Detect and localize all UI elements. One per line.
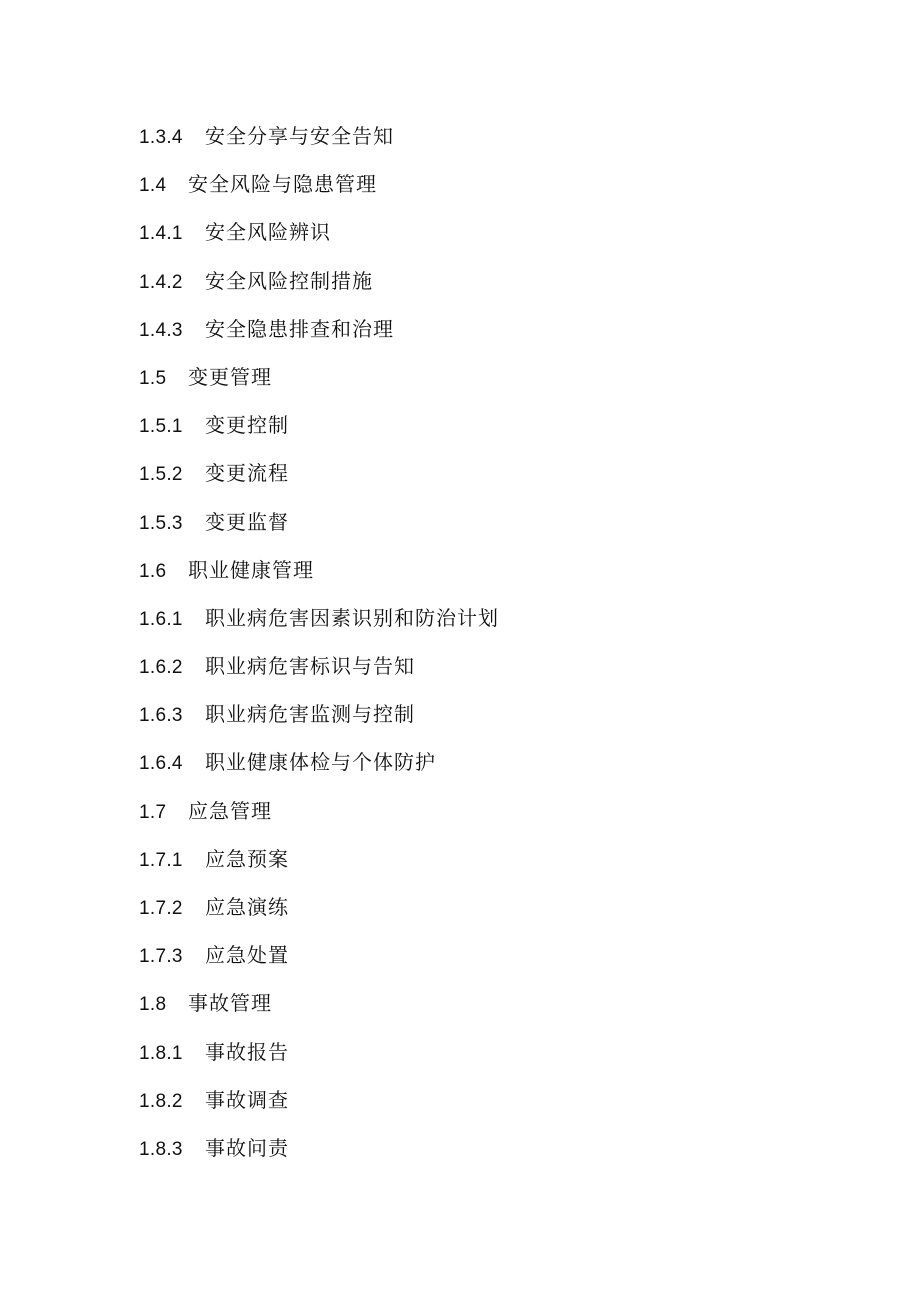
table-of-contents: [139, 112, 499, 1172]
toc-item-title: 事故调查: [205, 1087, 289, 1112]
toc-item-title: 安全风险与隐患管理: [188, 172, 377, 197]
toc-subsection-item: [139, 835, 499, 883]
toc-item-number: 1.6.2: [139, 657, 183, 679]
toc-item-number: 1.8.3: [139, 1138, 183, 1160]
toc-subsection-item: [139, 883, 499, 931]
toc-subsection-item: [139, 112, 499, 160]
toc-item-title: 应急处置: [205, 943, 289, 968]
toc-item-title: 变更控制: [205, 413, 289, 438]
toc-subsection-item: [139, 931, 499, 979]
toc-subsection-item: [139, 594, 499, 642]
toc-item-number: 1.5.1: [139, 416, 183, 438]
toc-item-number: 1.7.2: [139, 898, 183, 919]
toc-item-number: 1.6.3: [139, 705, 183, 727]
toc-section-heading: [139, 546, 499, 594]
toc-item-title: 职业健康管理: [188, 557, 314, 582]
toc-item-number: 1.6.1: [139, 608, 183, 630]
toc-item-title: 安全隐患排查和治理: [205, 316, 394, 341]
toc-section-heading: [139, 353, 499, 401]
toc-subsection-item: [139, 1028, 499, 1076]
toc-section-heading: [139, 787, 499, 835]
toc-item-title: 职业病危害监测与控制: [205, 702, 415, 727]
toc-item-title: 安全风险辨识: [205, 220, 331, 245]
toc-subsection-item: [139, 690, 499, 738]
toc-item-number: 1.7.1: [139, 849, 183, 871]
toc-item-number: 1.5: [139, 367, 167, 389]
toc-item-title: 职业病危害标识与告知: [205, 654, 415, 679]
toc-item-number: 1.7.3: [139, 946, 183, 968]
toc-item-number: 1.4: [139, 175, 167, 197]
toc-item-number: 1.8.2: [139, 1090, 183, 1112]
toc-section-heading: [139, 979, 499, 1027]
toc-item-number: 1.4.1: [139, 223, 183, 245]
toc-item-title: 变更管理: [188, 364, 272, 389]
toc-subsection-item: [139, 257, 499, 305]
toc-item-title: 应急管理: [188, 798, 272, 823]
toc-section-heading: [139, 160, 499, 208]
toc-subsection-item: [139, 208, 499, 256]
toc-item-title: 安全分享与安全告知: [205, 124, 394, 148]
toc-item-title: 事故报告: [205, 1039, 289, 1064]
toc-item-title: 职业病危害因素识别和防治计划: [205, 605, 499, 630]
toc-subsection-item: [139, 401, 499, 449]
toc-subsection-item: [139, 738, 499, 786]
toc-subsection-item: [139, 498, 499, 546]
toc-item-number: 1.6: [139, 560, 167, 582]
toc-subsection-item: [139, 1076, 499, 1124]
toc-item-number: 1.8.1: [139, 1042, 183, 1064]
toc-item-title: 事故管理: [188, 991, 272, 1016]
toc-item-number: 1.4.2: [139, 271, 183, 293]
toc-item-title: 应急演练: [205, 895, 289, 919]
toc-subsection-item: [139, 642, 499, 690]
toc-item-title: 职业健康体检与个体防护: [205, 750, 436, 775]
toc-item-number: 1.3.4: [139, 127, 183, 148]
toc-item-title: 应急预案: [205, 846, 289, 871]
toc-item-number: 1.4.3: [139, 319, 183, 341]
toc-item-number: 1.8: [139, 994, 167, 1016]
toc-subsection-item: [139, 305, 499, 353]
toc-item-title: 事故问责: [205, 1135, 289, 1160]
toc-subsection-item: [139, 449, 499, 497]
toc-item-title: 变更流程: [205, 461, 289, 486]
toc-item-title: 变更监督: [205, 509, 289, 534]
toc-item-number: 1.6.4: [139, 753, 183, 775]
toc-subsection-item: [139, 1124, 499, 1172]
toc-item-title: 安全风险控制措施: [205, 268, 373, 293]
toc-item-number: 1.5.2: [139, 464, 183, 486]
toc-item-number: 1.5.3: [139, 512, 183, 534]
toc-item-number: 1.7: [139, 801, 167, 823]
